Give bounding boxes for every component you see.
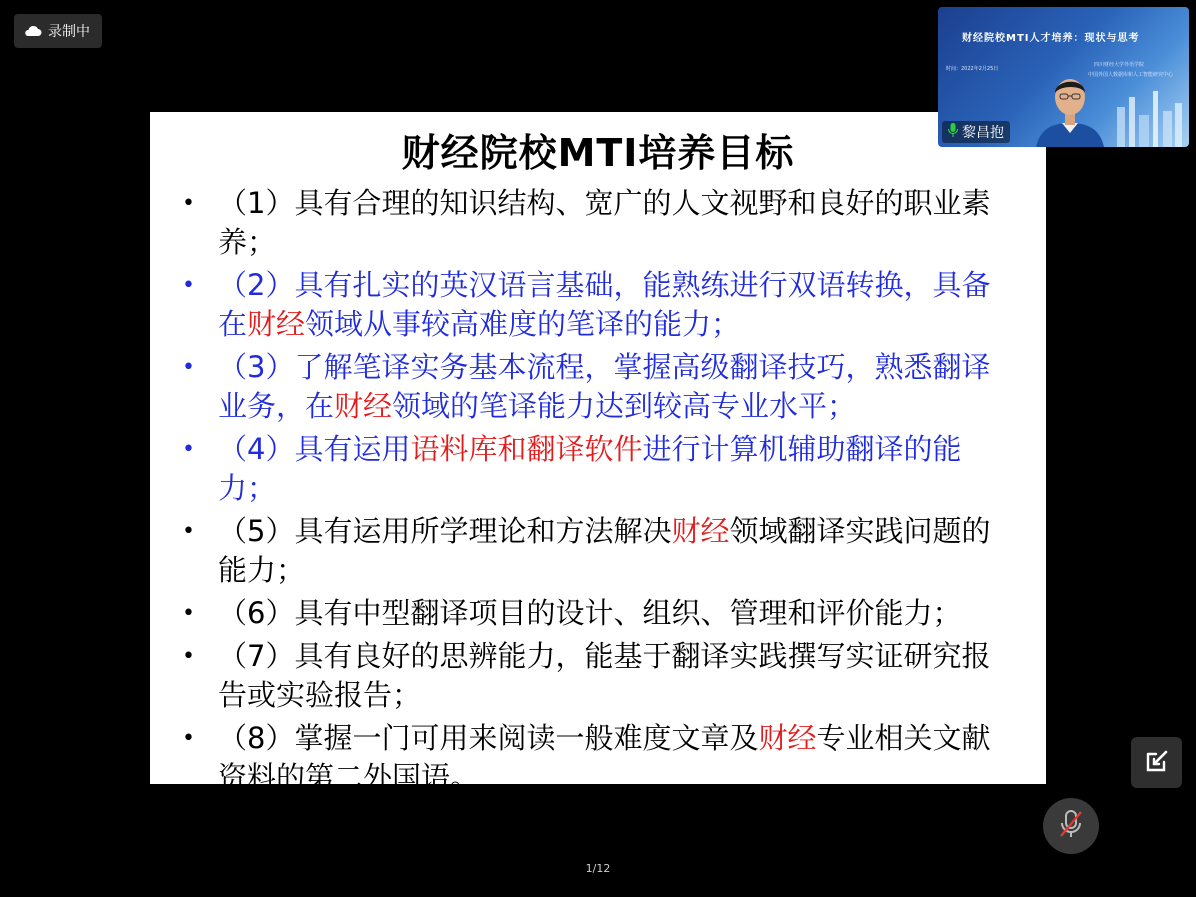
bullet-text: 专业相关文献资料的第二外国语。	[218, 721, 991, 794]
bullet-marker: •	[182, 355, 195, 380]
bullet-text: 领域从事较高难度的笔译的能力；	[305, 307, 741, 341]
slide-bullet-item	[178, 512, 1018, 590]
highlighted-text: 语料库和翻译软件	[410, 432, 643, 466]
video-org-text: 四川财经大学外语学院	[1094, 62, 1145, 68]
bullet-text: （2）具有扎实的英汉语言基础，能熟练进行双语转换，具备在	[218, 268, 991, 341]
bullet-text: （8）掌握一门可用来阅读一般难度文章及	[218, 721, 759, 755]
presentation-slide	[150, 112, 1046, 794]
slide-bullet-item	[178, 719, 1018, 797]
slide-bullet-item	[178, 637, 1018, 715]
video-center-text: 中国外国人数据库和人工智能研究中心	[1088, 72, 1174, 78]
mute-toggle-button[interactable]	[1043, 798, 1099, 854]
bullet-text: （3）了解笔译实务基本流程，掌握高级翻译技巧，熟悉翻译业务，在	[218, 350, 991, 423]
slide-bullet-item	[178, 266, 1018, 344]
bullet-text: （7）具有良好的思辨能力，能基于翻译实践撰写实证研究报告或实验报告；	[218, 639, 991, 712]
slide-bullet-item	[178, 594, 1018, 633]
bullet-marker: •	[182, 191, 195, 216]
recording-badge[interactable]	[14, 14, 102, 48]
mic-muted-icon	[1058, 809, 1084, 843]
slide-bullet-item	[178, 184, 1018, 262]
mic-icon	[948, 123, 958, 141]
bullet-marker: •	[182, 437, 195, 462]
bullet-text: 进行计算机辅助翻译的能力；	[218, 432, 962, 505]
slide-title: 财经院校MTI培养目标	[401, 131, 795, 175]
bullet-text: 领域翻译实践问题的能力；	[218, 514, 991, 587]
speaker-name-bar	[942, 121, 1010, 143]
bullet-marker: •	[182, 273, 195, 298]
recording-label: 录制中	[48, 24, 90, 40]
bullet-text: （4）具有运用	[218, 432, 411, 466]
page-indicator: 1/12	[585, 862, 611, 875]
speaker-name: 黎昌抱	[962, 125, 1004, 141]
bullet-text: （5）具有运用所学理论和方法解决	[218, 514, 672, 548]
speaker-video-tile[interactable]	[938, 7, 1189, 147]
bullet-text: （1）具有合理的知识结构、宽广的人文视野和良好的职业素养；	[218, 186, 991, 259]
slide-bullet-item	[178, 348, 1018, 426]
highlighted-text: 财经	[334, 389, 393, 423]
bullet-text: （6）具有中型翻译项目的设计、组织、管理和评价能力；	[218, 596, 962, 630]
bullet-marker: •	[182, 644, 195, 669]
highlighted-text: 财经	[758, 721, 817, 755]
video-slide-title: 财经院校MTI人才培养：现状与思考	[962, 33, 1140, 44]
annotate-button[interactable]	[1131, 737, 1182, 788]
highlighted-text: 财经	[671, 514, 730, 548]
cloud-icon	[24, 25, 42, 37]
highlighted-text: 财经	[247, 307, 306, 341]
edit-window-icon	[1143, 747, 1171, 779]
slide-bullet-item	[178, 430, 1018, 508]
bullet-marker: •	[182, 519, 195, 544]
bullet-text: 领域的笔译能力达到较高专业水平；	[392, 389, 857, 423]
slide-bullet-list	[178, 184, 1018, 801]
speaker-avatar	[1034, 69, 1106, 147]
video-date-text: 时间：2022年2月25日	[946, 66, 999, 72]
bullet-marker: •	[182, 726, 195, 751]
city-skyline-graphic	[1109, 87, 1189, 147]
bullet-marker: •	[182, 601, 195, 626]
